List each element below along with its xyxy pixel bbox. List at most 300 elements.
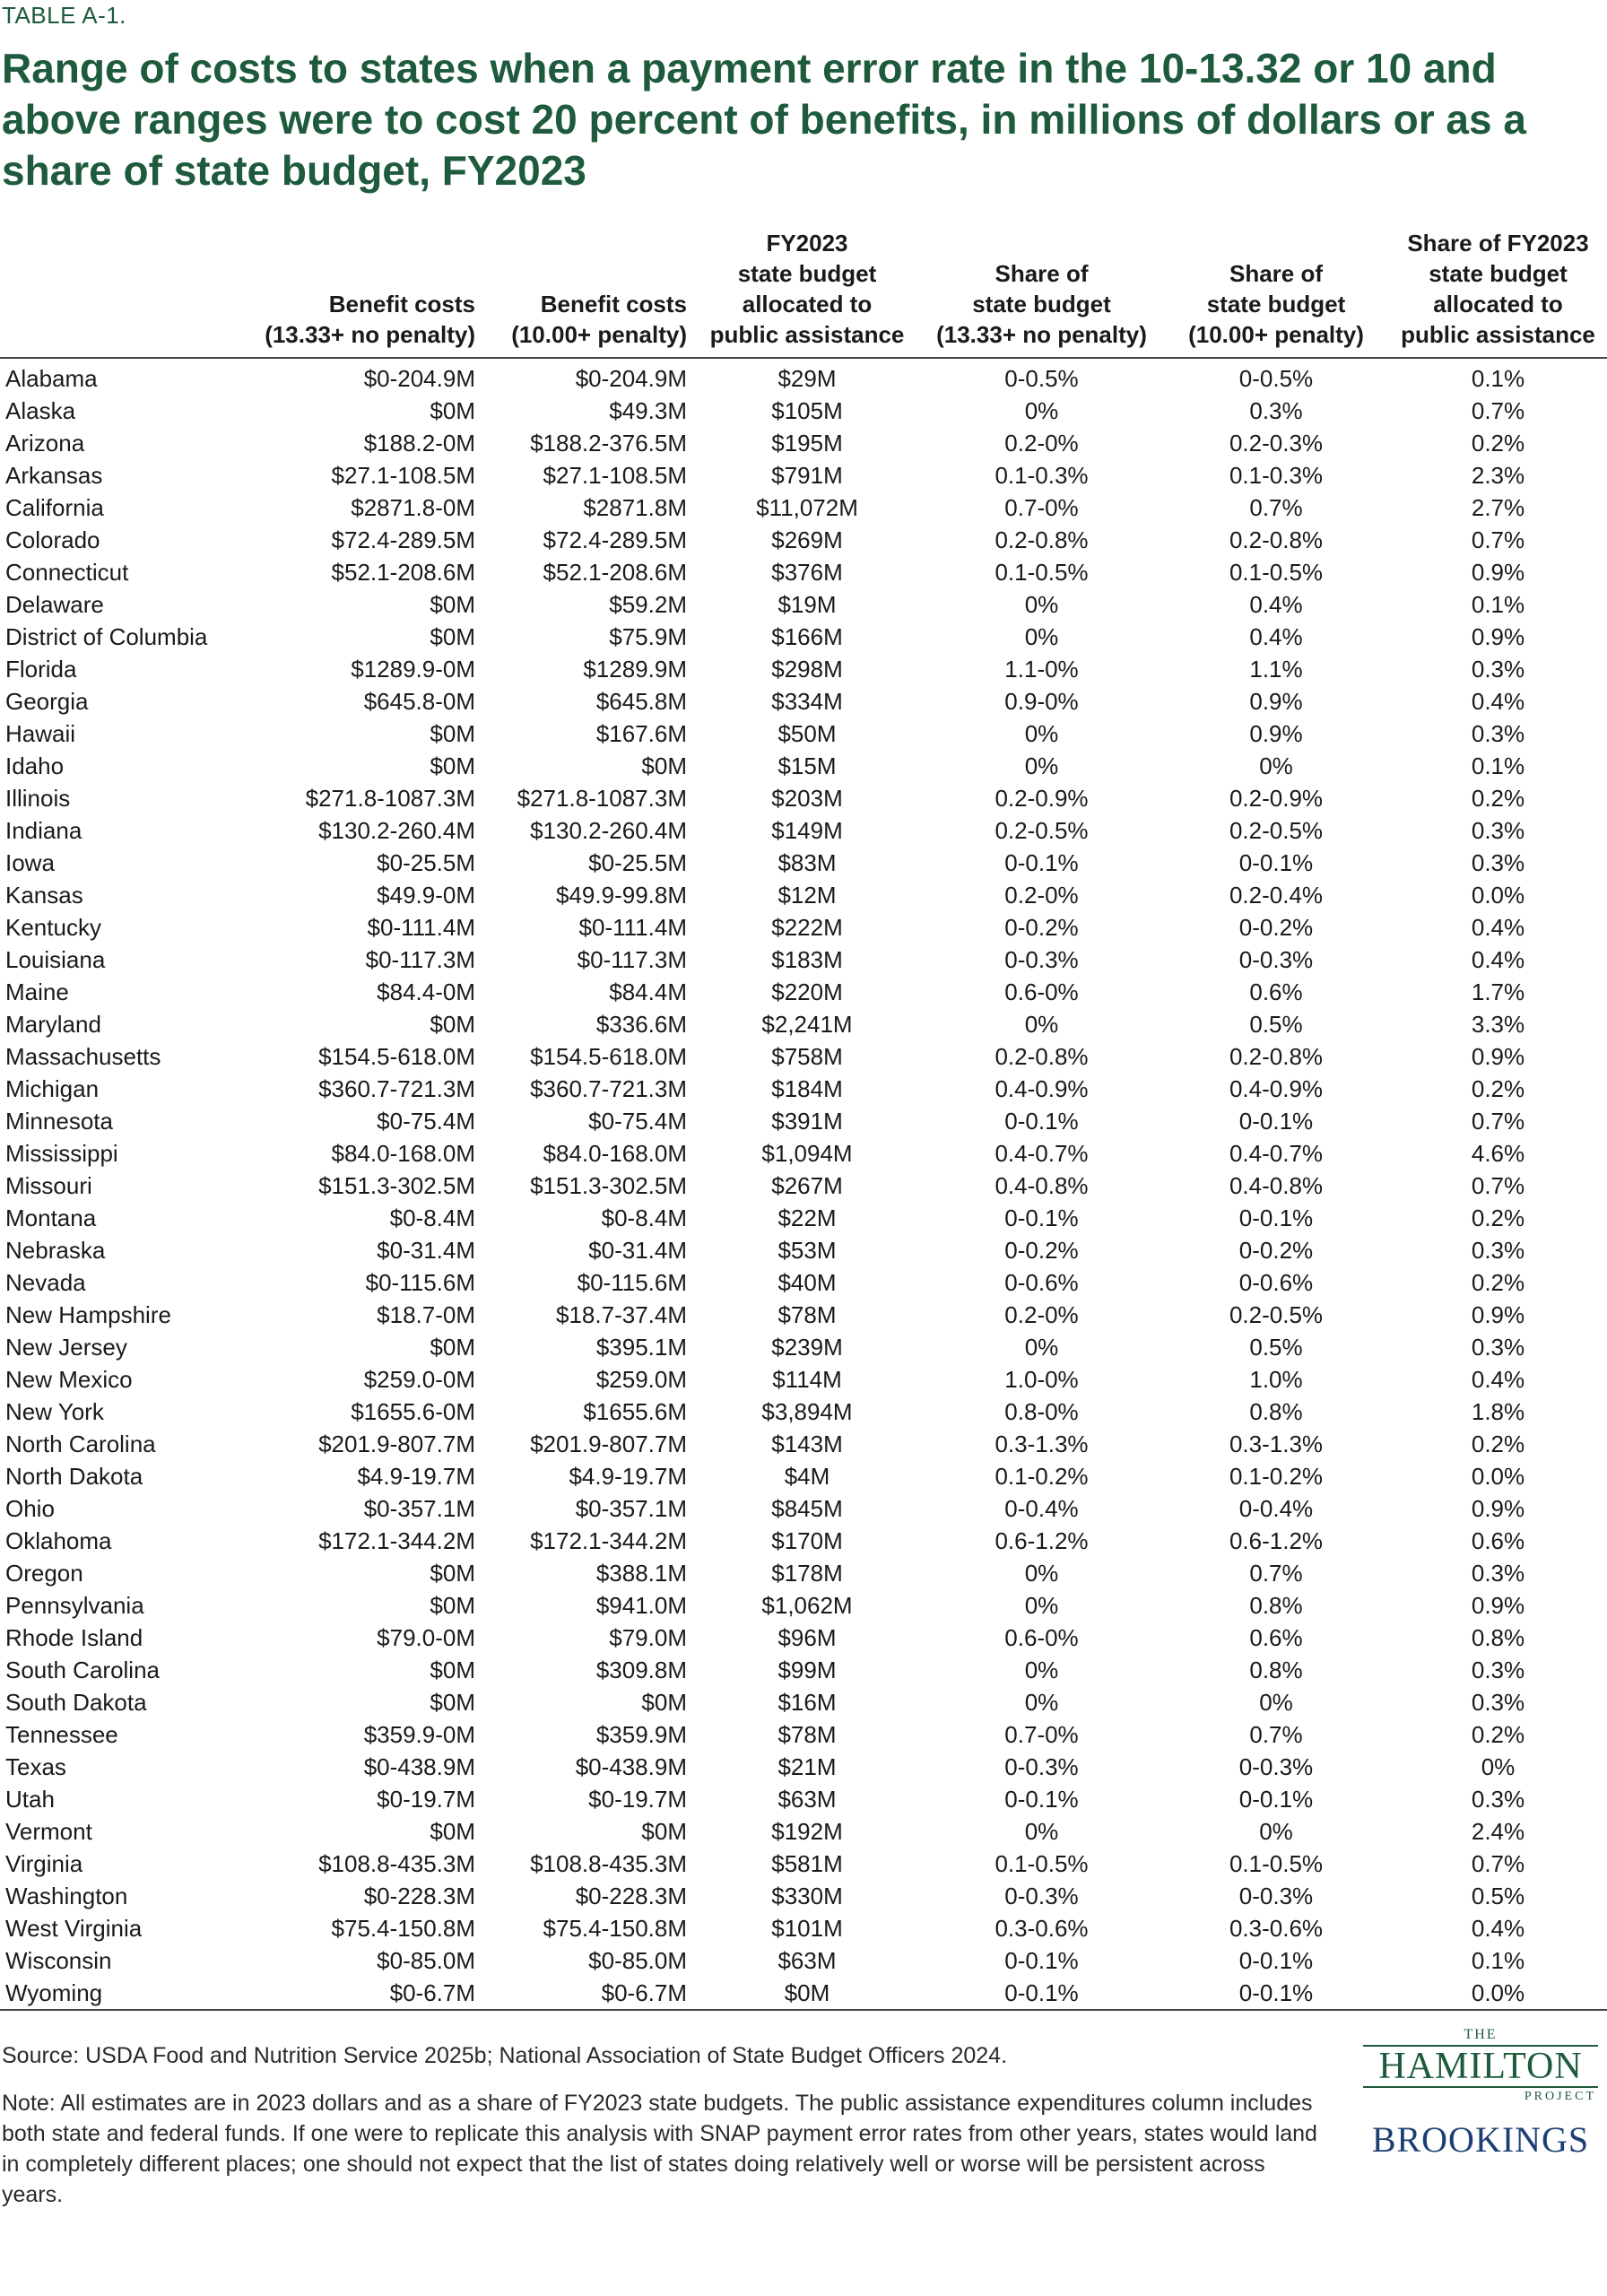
cell-benefit-penalty: $154.5-618.0M	[530, 1043, 687, 1070]
cell-benefit-no-penalty: $0-25.5M	[377, 849, 475, 876]
cell-benefit-penalty: $18.7-37.4M	[556, 1301, 687, 1328]
cell-share-no-penalty: 0.3-1.3%	[995, 1431, 1089, 1457]
cell-state-name: Indiana	[5, 817, 83, 844]
cell-state-budget: $239M	[771, 1334, 843, 1361]
cell-state-budget: $63M	[777, 1947, 837, 1974]
logo-the-text: THE	[1464, 2027, 1498, 2042]
cell-state-budget: $220M	[771, 978, 843, 1005]
cell-share-public-assistance: 3.3%	[1471, 1011, 1525, 1038]
cell-share-public-assistance: 0.1%	[1471, 365, 1525, 392]
table-row	[0, 976, 1607, 1008]
cell-state-name: Maine	[5, 978, 69, 1005]
cell-benefit-no-penalty: $0M	[430, 752, 475, 779]
cell-state-budget: $53M	[777, 1237, 837, 1264]
cell-share-penalty: 0.8%	[1249, 1657, 1303, 1683]
cell-benefit-no-penalty: $0M	[430, 1560, 475, 1587]
cell-benefit-penalty: $2871.8M	[583, 494, 687, 521]
table-label: TABLE A-1.	[2, 2, 126, 29]
cell-share-public-assistance: 0.3%	[1471, 849, 1525, 876]
cell-share-penalty: 0.7%	[1249, 494, 1303, 521]
table-row	[0, 1492, 1607, 1525]
cell-share-penalty: 0.1-0.5%	[1229, 559, 1324, 586]
cell-state-name: Vermont	[5, 1818, 92, 1845]
source-note: Source: USDA Food and Nutrition Service 2025b; National Association of State Budget Officers 2024.	[2, 2043, 1008, 2068]
cell-state-name: Virginia	[5, 1850, 83, 1877]
table-row	[0, 782, 1607, 814]
cell-state-budget: $101M	[771, 1915, 843, 1942]
cell-benefit-penalty: $645.8M	[595, 688, 687, 715]
cell-share-penalty: 0.1-0.2%	[1229, 1463, 1324, 1490]
cell-share-public-assistance: 0.2%	[1471, 1721, 1525, 1748]
logo-project-text: PROJECT	[1524, 2090, 1596, 2103]
cell-benefit-penalty: $0-111.4M	[578, 914, 687, 941]
cell-share-public-assistance: 2.3%	[1471, 462, 1525, 489]
cell-benefit-no-penalty: $0-8.4M	[389, 1205, 475, 1231]
cell-state-name: New Mexico	[5, 1366, 133, 1393]
cell-share-public-assistance: 0.7%	[1471, 526, 1525, 553]
table-row	[0, 1331, 1607, 1363]
cell-share-no-penalty: 0-0.1%	[1004, 1108, 1079, 1135]
cell-state-budget: $791M	[771, 462, 843, 489]
cell-share-penalty: 0.5%	[1249, 1334, 1303, 1361]
cell-share-public-assistance: 0.0%	[1471, 1463, 1525, 1490]
cell-share-no-penalty: 0%	[1024, 1592, 1059, 1619]
cell-share-public-assistance: 0.0%	[1471, 882, 1525, 909]
cell-share-no-penalty: 0.1-0.5%	[995, 1850, 1089, 1877]
cell-share-public-assistance: 0.5%	[1471, 1883, 1525, 1909]
cell-state-budget: $11,072M	[756, 494, 858, 521]
cell-state-name: New Hampshire	[5, 1301, 171, 1328]
cell-share-penalty: 0-0.2%	[1238, 914, 1314, 941]
cell-benefit-no-penalty: $108.8-435.3M	[318, 1850, 475, 1877]
cell-state-name: Connecticut	[5, 559, 129, 586]
cell-state-name: Oregon	[5, 1560, 83, 1587]
cell-benefit-no-penalty: $2871.8-0M	[351, 494, 475, 521]
cell-share-penalty: 0-0.1%	[1238, 1205, 1314, 1231]
cell-benefit-penalty: $941.0M	[595, 1592, 687, 1619]
cell-share-penalty: 0.5%	[1249, 1011, 1303, 1038]
cell-share-no-penalty: 0%	[1024, 1011, 1059, 1038]
cell-share-public-assistance: 0.9%	[1471, 623, 1525, 650]
cell-share-penalty: 0.2-0.8%	[1229, 1043, 1324, 1070]
cell-share-public-assistance: 0.3%	[1471, 1237, 1525, 1264]
table-row	[0, 1654, 1607, 1686]
cell-share-penalty: 1.1%	[1249, 656, 1303, 683]
cell-benefit-penalty: $309.8M	[595, 1657, 687, 1683]
cell-share-public-assistance: 0.1%	[1471, 1947, 1525, 1974]
cell-benefit-penalty: $0-19.7M	[588, 1786, 687, 1813]
cell-benefit-penalty: $0-8.4M	[601, 1205, 687, 1231]
cell-state-budget: $178M	[771, 1560, 843, 1587]
cell-state-name: South Carolina	[5, 1657, 160, 1683]
cell-state-budget: $40M	[777, 1269, 837, 1296]
cell-benefit-no-penalty: $0M	[430, 623, 475, 650]
cell-benefit-penalty: $0M	[641, 752, 687, 779]
cell-share-penalty: 0.2-0.8%	[1229, 526, 1324, 553]
cell-benefit-no-penalty: $0M	[430, 720, 475, 747]
cell-benefit-penalty: $336.6M	[595, 1011, 687, 1038]
cell-state-name: Delaware	[5, 591, 104, 618]
cell-share-no-penalty: 1.1-0%	[1004, 656, 1079, 683]
cell-benefit-no-penalty: $154.5-618.0M	[318, 1043, 475, 1070]
cell-state-name: Kentucky	[5, 914, 101, 941]
cell-state-budget: $222M	[771, 914, 843, 941]
table-row	[0, 1396, 1607, 1428]
table-row	[0, 588, 1607, 621]
cell-benefit-no-penalty: $84.4-0M	[377, 978, 475, 1005]
cell-state-budget: $143M	[771, 1431, 843, 1457]
cell-state-budget: $330M	[771, 1883, 843, 1909]
cell-state-name: West Virginia	[5, 1915, 143, 1942]
cell-share-penalty: 0-0.5%	[1238, 365, 1314, 392]
cell-share-penalty: 1.0%	[1249, 1366, 1303, 1393]
cell-state-budget: $15M	[777, 752, 837, 779]
cell-share-no-penalty: 0.2-0.9%	[995, 785, 1089, 812]
table-row	[0, 1040, 1607, 1073]
cell-benefit-penalty: $0-75.4M	[588, 1108, 687, 1135]
header-share-public-assistance: Share of FY2023 state budget allocated to public assistance	[1389, 226, 1607, 358]
cell-share-penalty: 0.4%	[1249, 623, 1303, 650]
cell-share-no-penalty: 0.2-0%	[1004, 1301, 1079, 1328]
cell-share-public-assistance: 1.7%	[1471, 978, 1525, 1005]
table-row	[0, 1234, 1607, 1266]
table-row	[0, 459, 1607, 491]
cell-state-name: Michigan	[5, 1075, 100, 1102]
cell-share-public-assistance: 0.0%	[1471, 1979, 1525, 2006]
table-row	[0, 1266, 1607, 1299]
cell-state-budget: $149M	[771, 817, 843, 844]
cell-state-budget: $78M	[777, 1721, 837, 1748]
table-row	[0, 1557, 1607, 1589]
cell-state-budget: $334M	[771, 688, 843, 715]
cell-share-public-assistance: 0.7%	[1471, 1850, 1525, 1877]
cell-state-budget: $4M	[784, 1463, 830, 1490]
table-row	[0, 1718, 1607, 1751]
cell-share-public-assistance: 0.8%	[1471, 1624, 1525, 1651]
table-row	[0, 1170, 1607, 1202]
cell-share-penalty: 0.4%	[1249, 591, 1303, 618]
cell-state-name: Oklahoma	[5, 1527, 112, 1554]
cell-share-penalty: 0-0.3%	[1238, 1753, 1314, 1780]
cell-benefit-no-penalty: $0M	[430, 591, 475, 618]
cell-state-budget: $267M	[771, 1172, 843, 1199]
page-title: Range of costs to states when a payment error rate in the 10-13.32 or 10 and above ranges were to cost 20 percent of benefits, in millions of dollars or as a share of state budget, FY2023	[2, 45, 1526, 194]
cell-state-name: Arkansas	[5, 462, 103, 489]
cell-benefit-no-penalty: $0M	[430, 1334, 475, 1361]
cell-share-no-penalty: 0-0.1%	[1004, 849, 1079, 876]
table-row	[0, 1912, 1607, 1944]
cell-state-name: North Dakota	[5, 1463, 143, 1490]
cell-share-no-penalty: 1.0-0%	[1004, 1366, 1079, 1393]
cell-share-public-assistance: 0.9%	[1471, 1301, 1525, 1328]
cell-benefit-penalty: $75.4-150.8M	[543, 1915, 687, 1942]
cell-benefit-no-penalty: $0-85.0M	[377, 1947, 475, 1974]
cell-share-penalty: 0-0.1%	[1238, 1947, 1314, 1974]
table-row	[0, 556, 1607, 588]
cell-share-no-penalty: 0.2-0%	[1004, 882, 1079, 909]
cell-share-penalty: 0.7%	[1249, 1560, 1303, 1587]
cell-share-public-assistance: 1.8%	[1471, 1398, 1525, 1425]
cell-state-budget: $758M	[771, 1043, 843, 1070]
logo-hamilton-text: HAMILTON	[1363, 2045, 1598, 2088]
cell-share-no-penalty: 0.4-0.7%	[995, 1140, 1089, 1167]
cell-share-public-assistance: 0.9%	[1471, 1043, 1525, 1070]
cell-share-no-penalty: 0.6-0%	[1004, 1624, 1079, 1651]
cell-share-penalty: 0%	[1259, 1818, 1293, 1845]
cell-share-no-penalty: 0.1-0.5%	[995, 559, 1089, 586]
cell-share-public-assistance: 0.4%	[1471, 688, 1525, 715]
cell-state-budget: $29M	[777, 365, 837, 392]
cell-benefit-penalty: $108.8-435.3M	[530, 1850, 687, 1877]
cell-share-penalty: 0.3-0.6%	[1229, 1915, 1324, 1942]
cell-benefit-no-penalty: $4.9-19.7M	[357, 1463, 475, 1490]
table-row	[0, 911, 1607, 944]
cell-benefit-no-penalty: $27.1-108.5M	[331, 462, 475, 489]
cell-benefit-no-penalty: $130.2-260.4M	[318, 817, 475, 844]
cell-benefit-penalty: $79.0M	[609, 1624, 687, 1651]
cell-share-penalty: 0.9%	[1249, 688, 1303, 715]
cell-state-name: District of Columbia	[5, 623, 208, 650]
cell-share-no-penalty: 0%	[1024, 623, 1059, 650]
cell-share-public-assistance: 0.2%	[1471, 1269, 1525, 1296]
cell-benefit-penalty: $0-228.3M	[575, 1883, 687, 1909]
header-state-budget: FY2023 state budget allocated to public assistance	[694, 226, 920, 358]
table-row	[0, 1299, 1607, 1331]
table-row	[0, 1783, 1607, 1815]
cell-share-penalty: 0.2-0.4%	[1229, 882, 1324, 909]
cell-state-name: Mississippi	[5, 1140, 118, 1167]
cell-share-public-assistance: 0.1%	[1471, 591, 1525, 618]
cell-share-penalty: 0.4-0.8%	[1229, 1172, 1324, 1199]
cell-share-penalty: 0.8%	[1249, 1398, 1303, 1425]
cell-share-public-assistance: 0.3%	[1471, 1657, 1525, 1683]
cell-benefit-no-penalty: $0-357.1M	[363, 1495, 475, 1522]
cell-share-penalty: 0.9%	[1249, 720, 1303, 747]
cell-benefit-no-penalty: $0-204.9M	[363, 365, 475, 392]
cell-share-public-assistance: 2.4%	[1471, 1818, 1525, 1845]
cell-share-penalty: 0-0.1%	[1238, 849, 1314, 876]
cell-share-no-penalty: 0%	[1024, 1657, 1059, 1683]
cell-state-budget: $3,894M	[761, 1398, 853, 1425]
cell-share-public-assistance: 0.1%	[1471, 752, 1525, 779]
cell-state-name: Alabama	[5, 365, 98, 392]
cell-share-penalty: 0.8%	[1249, 1592, 1303, 1619]
cell-state-name: Minnesota	[5, 1108, 113, 1135]
cell-share-penalty: 0.3%	[1249, 397, 1303, 424]
cell-benefit-penalty: $167.6M	[595, 720, 687, 747]
cell-benefit-penalty: $1655.6M	[583, 1398, 687, 1425]
cell-share-no-penalty: 0-0.2%	[1004, 914, 1079, 941]
cell-state-name: Florida	[5, 656, 77, 683]
cell-share-penalty: 0.2-0.5%	[1229, 817, 1324, 844]
cell-state-name: New Jersey	[5, 1334, 127, 1361]
table-row	[0, 1880, 1607, 1912]
table-row	[0, 358, 1607, 395]
cell-share-no-penalty: 0-0.6%	[1004, 1269, 1079, 1296]
cell-benefit-no-penalty: $201.9-807.7M	[318, 1431, 475, 1457]
cell-state-name: Utah	[5, 1786, 55, 1813]
cell-share-no-penalty: 0.6-1.2%	[995, 1527, 1089, 1554]
cell-share-public-assistance: 0.4%	[1471, 946, 1525, 973]
cell-benefit-penalty: $49.3M	[609, 397, 687, 424]
cell-state-budget: $0M	[784, 1979, 830, 2006]
cell-share-no-penalty: 0%	[1024, 1334, 1059, 1361]
cell-benefit-penalty: $59.2M	[609, 591, 687, 618]
cell-share-no-penalty: 0-0.1%	[1004, 1786, 1079, 1813]
cell-benefit-no-penalty: $72.4-289.5M	[331, 526, 475, 553]
cell-benefit-penalty: $0-25.5M	[588, 849, 687, 876]
table-row	[0, 944, 1607, 976]
table-row	[0, 685, 1607, 718]
cell-benefit-penalty: $259.0M	[595, 1366, 687, 1393]
cell-share-no-penalty: 0%	[1024, 752, 1059, 779]
cell-share-public-assistance: 0.3%	[1471, 656, 1525, 683]
cell-benefit-no-penalty: $0-111.4M	[367, 914, 475, 941]
cell-state-name: New York	[5, 1398, 104, 1425]
cell-share-no-penalty: 0%	[1024, 397, 1059, 424]
table-header-row	[0, 226, 1607, 358]
cell-state-name: Illinois	[5, 785, 71, 812]
hamilton-project-logo	[1354, 2027, 1607, 2104]
cell-benefit-penalty: $75.9M	[609, 623, 687, 650]
cell-state-name: Texas	[5, 1753, 66, 1780]
cell-state-budget: $105M	[771, 397, 843, 424]
cell-benefit-penalty: $130.2-260.4M	[530, 817, 687, 844]
cell-state-name: Louisiana	[5, 946, 106, 973]
table-row	[0, 1137, 1607, 1170]
cell-share-no-penalty: 0.1-0.3%	[995, 462, 1089, 489]
table-row	[0, 879, 1607, 911]
cell-benefit-no-penalty: $0M	[430, 397, 475, 424]
cell-state-budget: $269M	[771, 526, 843, 553]
cell-share-public-assistance: 0.7%	[1471, 397, 1525, 424]
cell-state-name: Hawaii	[5, 720, 76, 747]
cell-share-penalty: 0-0.4%	[1238, 1495, 1314, 1522]
cell-benefit-penalty: $4.9-19.7M	[569, 1463, 687, 1490]
cell-state-name: California	[5, 494, 104, 521]
cell-share-no-penalty: 0%	[1024, 1818, 1059, 1845]
cell-state-budget: $170M	[771, 1527, 843, 1554]
cell-share-public-assistance: 0.2%	[1471, 1431, 1525, 1457]
cell-benefit-no-penalty: $0M	[430, 1689, 475, 1716]
cell-state-name: Washington	[5, 1883, 128, 1909]
brookings-logo: BROOKINGS	[1371, 2119, 1590, 2160]
cell-share-no-penalty: 0.6-0%	[1004, 978, 1079, 1005]
cell-benefit-no-penalty: $18.7-0M	[377, 1301, 475, 1328]
cell-benefit-no-penalty: $0-31.4M	[377, 1237, 475, 1264]
cell-share-no-penalty: 0-0.2%	[1004, 1237, 1079, 1264]
cell-share-public-assistance: 2.7%	[1471, 494, 1525, 521]
cell-state-budget: $192M	[771, 1818, 843, 1845]
table-row	[0, 1944, 1607, 1977]
cell-share-penalty: 0%	[1259, 1689, 1293, 1716]
table-row	[0, 814, 1607, 847]
cell-benefit-penalty: $0-85.0M	[588, 1947, 687, 1974]
cell-share-penalty: 0.1-0.3%	[1229, 462, 1324, 489]
cell-benefit-no-penalty: $359.9-0M	[363, 1721, 475, 1748]
cell-state-budget: $78M	[777, 1301, 837, 1328]
cell-share-public-assistance: 0.7%	[1471, 1108, 1525, 1135]
cell-share-penalty: 0-0.2%	[1238, 1237, 1314, 1264]
cell-benefit-penalty: $172.1-344.2M	[530, 1527, 687, 1554]
cell-share-public-assistance: 0.9%	[1471, 1592, 1525, 1619]
cell-benefit-penalty: $0-204.9M	[575, 365, 687, 392]
cell-share-public-assistance: 0.9%	[1471, 559, 1525, 586]
cell-share-penalty: 0.6%	[1249, 1624, 1303, 1651]
cell-share-public-assistance: 0.4%	[1471, 1366, 1525, 1393]
cell-share-no-penalty: 0.2-0.8%	[995, 1043, 1089, 1070]
data-table	[0, 226, 1607, 2011]
cell-share-penalty: 0.2-0.9%	[1229, 785, 1324, 812]
cell-share-public-assistance: 0.2%	[1471, 1205, 1525, 1231]
cell-benefit-no-penalty: $151.3-302.5M	[318, 1172, 475, 1199]
cell-share-penalty: 0.6%	[1249, 978, 1303, 1005]
cell-share-penalty: 0.2-0.5%	[1229, 1301, 1324, 1328]
cell-state-budget: $83M	[777, 849, 837, 876]
cell-state-name: Alaska	[5, 397, 76, 424]
table-row	[0, 524, 1607, 556]
cell-share-penalty: 0.3-1.3%	[1229, 1431, 1324, 1457]
cell-benefit-penalty: $0M	[641, 1818, 687, 1845]
cell-share-penalty: 0-0.1%	[1238, 1979, 1314, 2006]
cell-share-no-penalty: 0%	[1024, 720, 1059, 747]
cell-benefit-no-penalty: $0M	[430, 1818, 475, 1845]
cell-benefit-penalty: $49.9-99.8M	[556, 882, 687, 909]
cell-state-budget: $166M	[771, 623, 843, 650]
cell-benefit-penalty: $0-31.4M	[588, 1237, 687, 1264]
table-body	[0, 358, 1607, 2010]
cell-share-no-penalty: 0.4-0.9%	[995, 1075, 1089, 1102]
cell-share-public-assistance: 0.3%	[1471, 817, 1525, 844]
table-row	[0, 1589, 1607, 1622]
cell-share-no-penalty: 0.4-0.8%	[995, 1172, 1089, 1199]
cell-share-penalty: 0.7%	[1249, 1721, 1303, 1748]
table-row	[0, 1686, 1607, 1718]
cell-share-public-assistance: 0%	[1481, 1753, 1516, 1780]
table-row	[0, 621, 1607, 653]
cell-state-name: Colorado	[5, 526, 100, 553]
cell-benefit-penalty: $188.2-376.5M	[530, 430, 687, 457]
cell-state-budget: $21M	[777, 1753, 837, 1780]
cell-state-budget: $1,062M	[761, 1592, 853, 1619]
table-row	[0, 395, 1607, 427]
table-row	[0, 491, 1607, 524]
cell-benefit-penalty: $271.8-1087.3M	[517, 785, 687, 812]
table-row	[0, 1977, 1607, 2010]
header-benefit-no-penalty: Benefit costs (13.33+ no penalty)	[251, 226, 482, 358]
table-row	[0, 1105, 1607, 1137]
cell-state-budget: $391M	[771, 1108, 843, 1135]
cell-benefit-no-penalty: $645.8-0M	[363, 688, 475, 715]
cell-state-budget: $184M	[771, 1075, 843, 1102]
cell-benefit-penalty: $151.3-302.5M	[530, 1172, 687, 1199]
cell-share-no-penalty: 0.8-0%	[1004, 1398, 1079, 1425]
cell-state-name: Nebraska	[5, 1237, 106, 1264]
cell-state-budget: $63M	[777, 1786, 837, 1813]
cell-share-public-assistance: 0.2%	[1471, 430, 1525, 457]
cell-share-no-penalty: 0-0.1%	[1004, 1947, 1079, 1974]
cell-benefit-penalty: $84.4M	[609, 978, 687, 1005]
cell-share-no-penalty: 0-0.3%	[1004, 946, 1079, 973]
cell-share-no-penalty: 0-0.1%	[1004, 1979, 1079, 2006]
cell-share-penalty: 0-0.6%	[1238, 1269, 1314, 1296]
cell-state-budget: $376M	[771, 559, 843, 586]
cell-benefit-penalty: $0M	[641, 1689, 687, 1716]
cell-benefit-no-penalty: $0-75.4M	[377, 1108, 475, 1135]
cell-benefit-penalty: $0-438.9M	[575, 1753, 687, 1780]
cell-benefit-no-penalty: $172.1-344.2M	[318, 1527, 475, 1554]
table-row	[0, 1363, 1607, 1396]
